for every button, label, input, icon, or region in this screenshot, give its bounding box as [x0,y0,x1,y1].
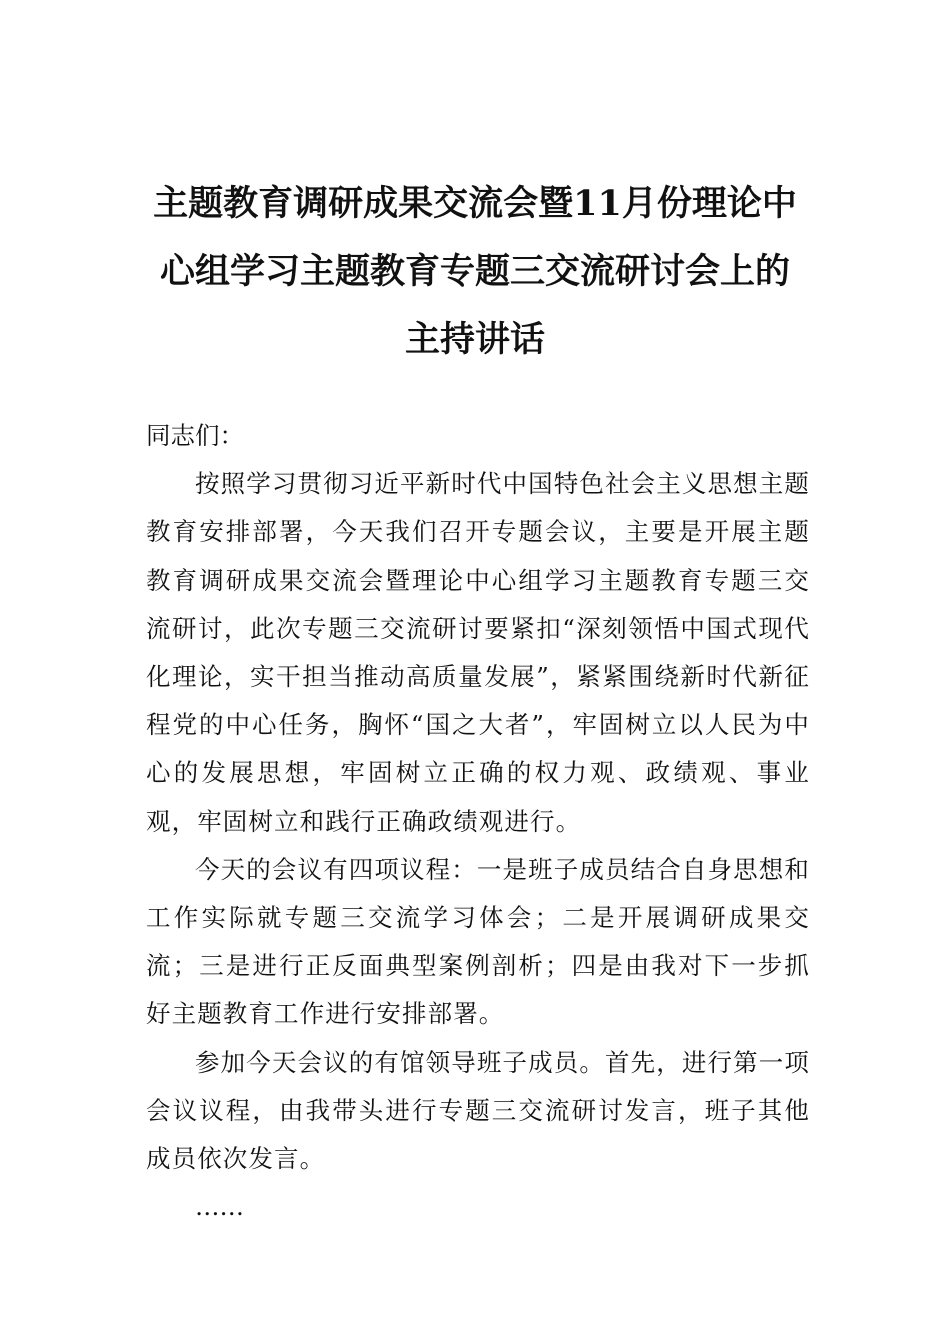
title-line-2: 心组学习主题教育专题三交流研讨会上的 [159,251,790,292]
paragraph-1: 按照学习贯彻习近平新时代中国特色社会主义思想主题教育安排部署，今天我们召开专题会议，主要是开展主题教育调研成果交流会暨理论中心组学习主题教育专题三交流研讨，此次专题三交流研讨要紧扣“深刻领悟中国式现代化理论，实干担当推动高质量发展”，紧紧围绕新时代新征程党的中心任务，胸怀“国之大者”，牢固树立以人民为中心的发展思想，牢固树立正确的权力观、政绩观、事业观，牢固树立和践行正确政绩观进行。 [146,469,810,836]
document-title [120,170,830,374]
title-line-1: 主题教育调研成果交流会暨11月份理论中 [153,183,797,224]
ellipsis: …… [195,1192,244,1222]
paragraph-3: 参加今天会议的有馆领导班子成员。首先，进行第一项会议议程，由我带头进行专题三交流研讨发言，班子其他成员依次发言。 [146,1047,810,1174]
salutation: 同志们： [146,421,244,450]
paragraph-2: 今天的会议有四项议程：一是班子成员结合自身思想和工作实际就专题三交流学习体会；二是开展调研成果交流；三是进行正反面典型案例剖析；四是由我对下一步抓好主题教育工作进行安排部署。 [146,854,810,1029]
document-body [146,412,810,1231]
title-line-3: 主持讲话 [404,319,545,360]
